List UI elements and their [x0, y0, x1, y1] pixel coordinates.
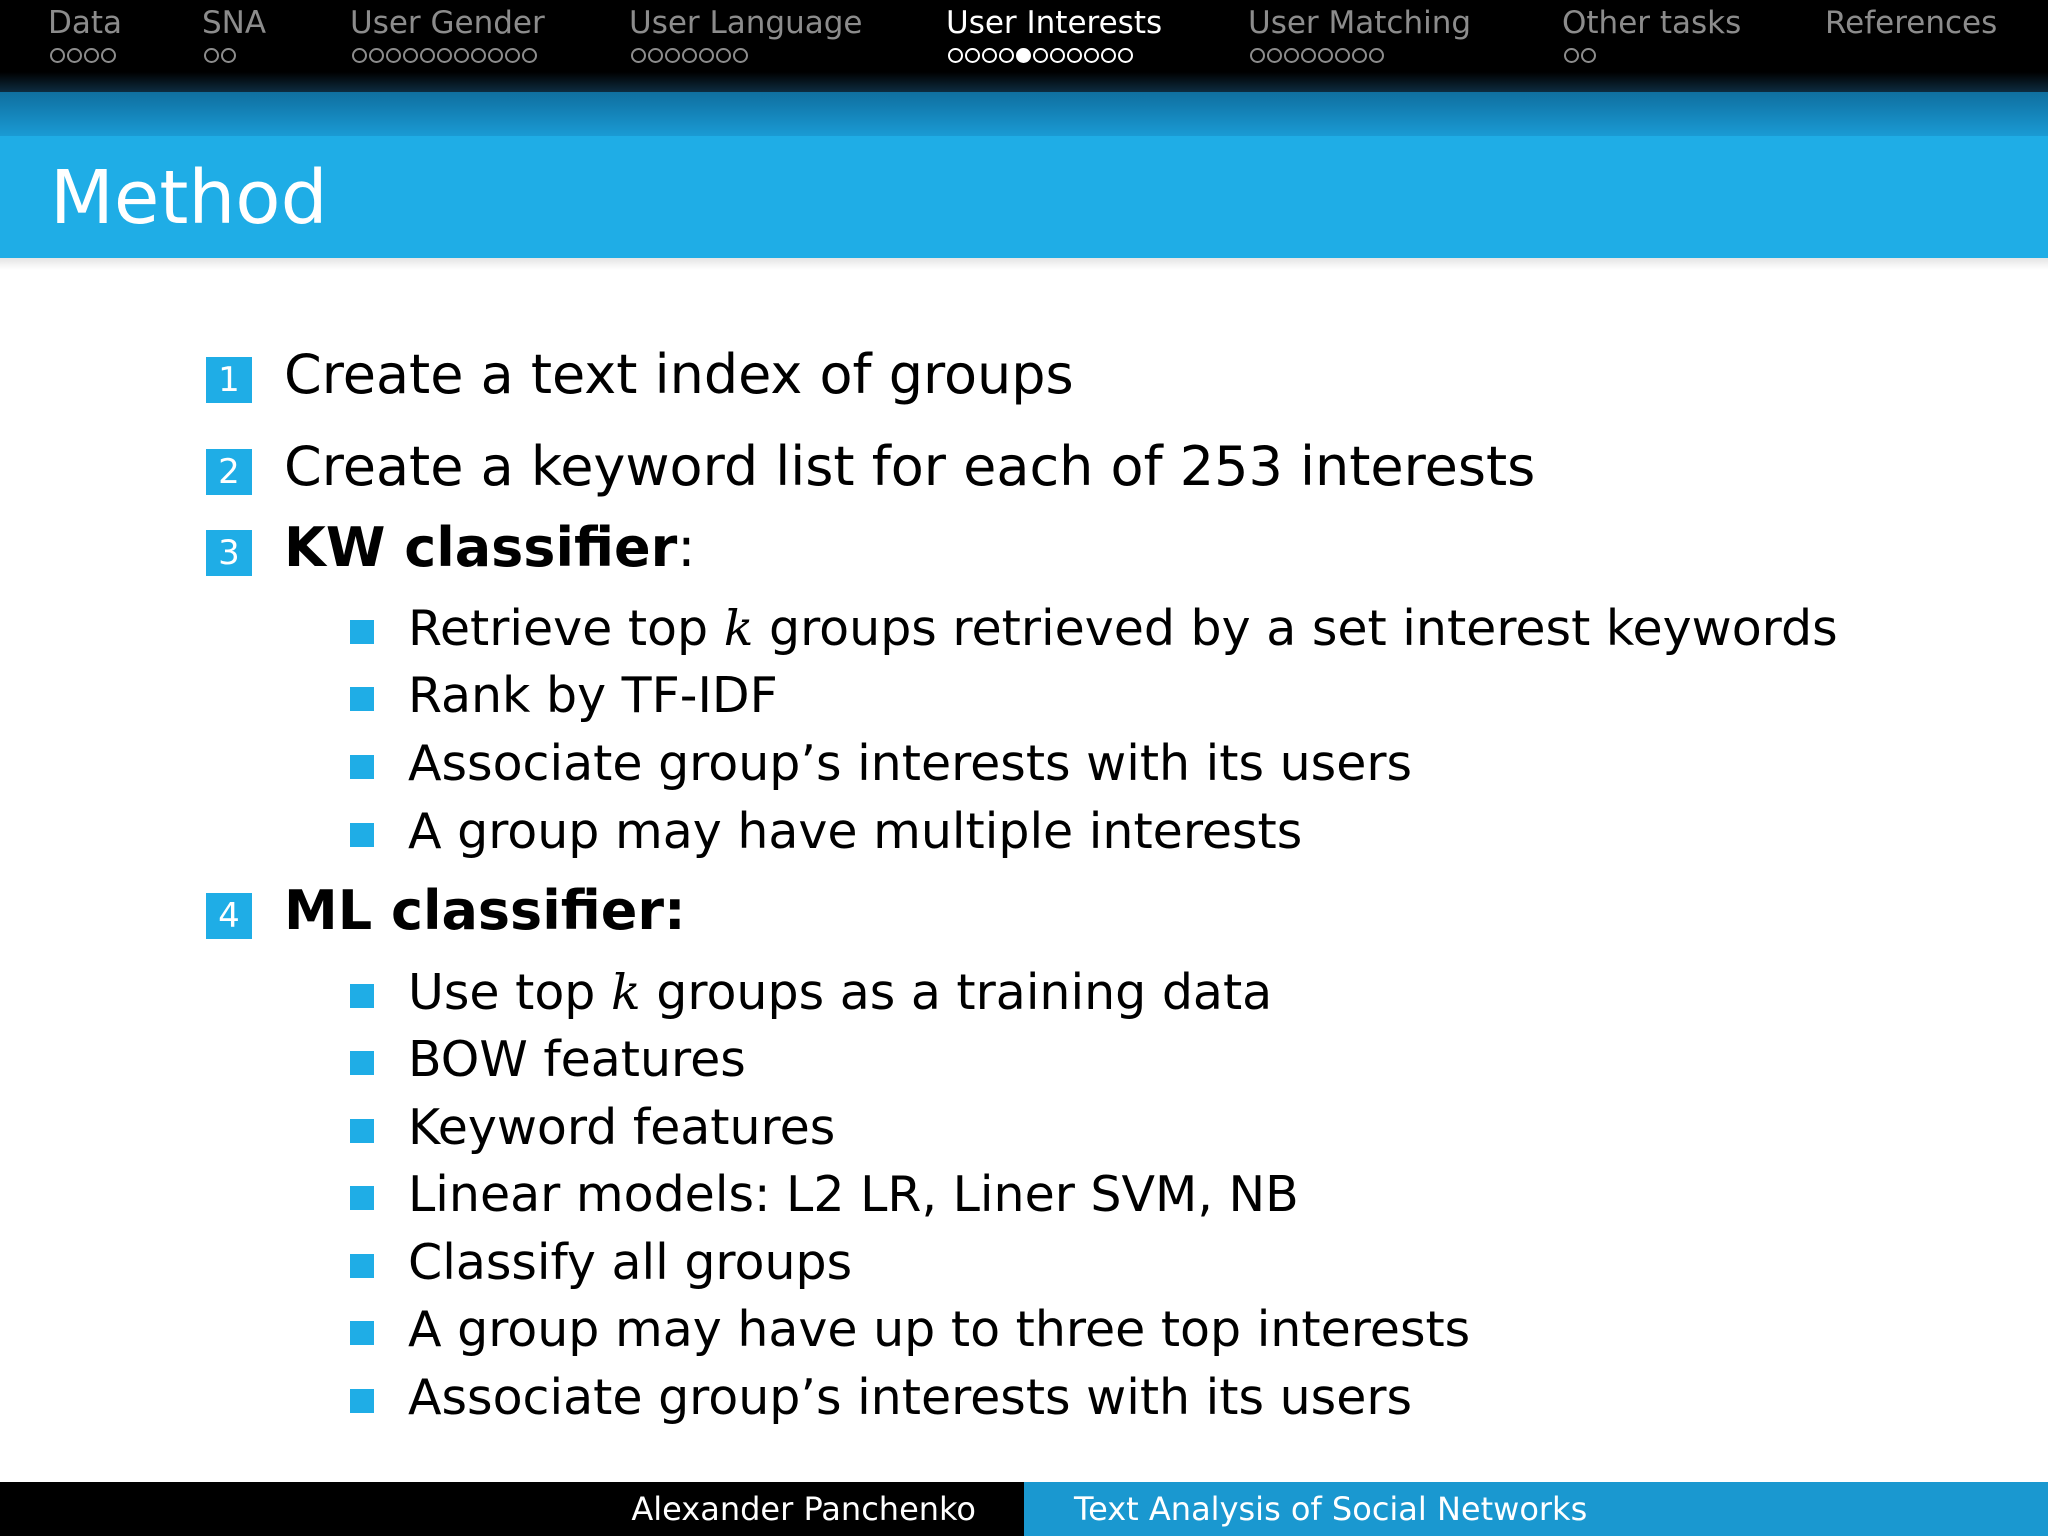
enum-number-box: 3 — [206, 530, 252, 576]
nav-section-label: References — [1825, 5, 1998, 41]
nav-dot[interactable] — [1050, 48, 1065, 63]
nav-dot[interactable] — [1118, 48, 1133, 63]
nav-section-label: Other tasks — [1562, 5, 1742, 41]
nav-section-label: User Language — [629, 5, 863, 41]
nav-section-other-tasks[interactable] — [1562, 2, 1741, 63]
nav-section-references[interactable] — [1825, 2, 1997, 44]
nav-dot[interactable] — [522, 48, 537, 63]
kw-bullet-4 — [350, 801, 1302, 863]
bullet-text-part: Use top — [408, 964, 611, 1021]
bullet-text-part: groups retrieved by a set interest keywords — [753, 600, 1838, 657]
bullet-text — [408, 962, 1272, 1024]
math-k: k — [723, 600, 754, 657]
nav-dot[interactable] — [665, 48, 680, 63]
bullet-square-icon — [350, 823, 374, 847]
nav-progress-dots — [204, 48, 266, 63]
enum-item-1 — [206, 340, 1074, 410]
enum-number-box: 4 — [206, 893, 252, 939]
nav-dot[interactable] — [1352, 48, 1367, 63]
enum-item-text — [284, 513, 695, 583]
kw-classifier-colon: : — [677, 516, 696, 579]
nav-dot[interactable] — [1318, 48, 1333, 63]
enum-number-box: 1 — [206, 357, 252, 403]
nav-dot[interactable] — [1581, 48, 1596, 63]
nav-dot[interactable] — [84, 48, 99, 63]
nav-dot[interactable] — [1267, 48, 1282, 63]
kw-bullet-3 — [350, 733, 1412, 795]
nav-dot[interactable] — [1301, 48, 1316, 63]
bullet-square-icon — [350, 1389, 374, 1413]
nav-dot[interactable] — [1084, 48, 1099, 63]
nav-dot[interactable] — [1335, 48, 1350, 63]
bullet-text — [408, 598, 1838, 660]
kw-classifier-heading: KW classifier — [284, 516, 678, 579]
bullet-text: A group may have multiple interests — [408, 803, 1303, 860]
bullet-text-part: Retrieve top — [408, 600, 724, 657]
enum-item-text: Create a keyword list for each of 253 interests — [284, 435, 1536, 498]
nav-dot[interactable] — [699, 48, 714, 63]
bullet-square-icon — [350, 1119, 374, 1143]
slide-title: Method — [50, 155, 328, 241]
nav-dot[interactable] — [1250, 48, 1265, 63]
nav-dot[interactable] — [101, 48, 116, 63]
bullet-square-icon — [350, 687, 374, 711]
nav-dot-current[interactable] — [1016, 48, 1031, 63]
nav-section-label: User Matching — [1248, 5, 1472, 41]
nav-progress-dots — [948, 48, 1162, 63]
nav-section-user-gender[interactable] — [350, 2, 545, 63]
nav-dot[interactable] — [454, 48, 469, 63]
enum-item-3 — [206, 513, 695, 583]
nav-dot[interactable] — [948, 48, 963, 63]
nav-dot[interactable] — [420, 48, 435, 63]
nav-dot[interactable] — [965, 48, 980, 63]
math-k: k — [611, 964, 641, 1021]
bullet-text: Keyword features — [408, 1099, 836, 1156]
nav-progress-dots — [1564, 48, 1741, 63]
nav-progress-dots — [352, 48, 545, 63]
bullet-square-icon — [350, 620, 374, 644]
bullet-square-icon — [350, 1321, 374, 1345]
nav-dot[interactable] — [1033, 48, 1048, 63]
nav-dot[interactable] — [505, 48, 520, 63]
footer-author: Alexander Panchenko — [0, 1482, 1024, 1536]
bullet-text: A group may have up to three top interests — [408, 1301, 1471, 1358]
nav-dot[interactable] — [221, 48, 236, 63]
enum-item-2 — [206, 432, 1535, 502]
nav-dot[interactable] — [631, 48, 646, 63]
ml-bullet-1 — [350, 962, 1272, 1024]
enum-item-text — [284, 876, 686, 946]
kw-bullet-1 — [350, 598, 1838, 660]
bullet-text: Rank by TF-IDF — [408, 667, 778, 724]
nav-dot[interactable] — [352, 48, 367, 63]
nav-section-user-interests[interactable] — [946, 2, 1162, 63]
ml-bullet-6 — [350, 1299, 1470, 1361]
bullet-text: Associate group’s interests with its users — [408, 735, 1413, 792]
nav-section-user-matching[interactable] — [1248, 2, 1471, 63]
enum-item-text: Create a text index of groups — [284, 343, 1074, 406]
ml-bullet-7 — [350, 1367, 1412, 1429]
kw-bullet-2 — [350, 665, 778, 727]
nav-dot[interactable] — [682, 48, 697, 63]
bullet-text: Classify all groups — [408, 1234, 853, 1291]
nav-dot[interactable] — [50, 48, 65, 63]
bullet-square-icon — [350, 984, 374, 1008]
bullet-square-icon — [350, 1254, 374, 1278]
nav-dot[interactable] — [1369, 48, 1384, 63]
bullet-text: Linear models: L2 LR, Liner SVM, NB — [408, 1166, 1299, 1223]
bullet-square-icon — [350, 1186, 374, 1210]
nav-section-label: Data — [48, 5, 123, 41]
nav-dot[interactable] — [648, 48, 663, 63]
bullet-text: BOW features — [408, 1031, 746, 1088]
ml-classifier-heading: ML classifier: — [284, 879, 686, 942]
nav-progress-dots — [631, 48, 863, 63]
enum-number-box: 2 — [206, 449, 252, 495]
footer-talk-title: Text Analysis of Social Networks — [1024, 1482, 2048, 1536]
nav-dot[interactable] — [204, 48, 219, 63]
ml-bullet-5 — [350, 1232, 852, 1294]
enum-item-4 — [206, 876, 686, 946]
nav-dot[interactable] — [1284, 48, 1299, 63]
ml-bullet-4 — [350, 1164, 1299, 1226]
bullet-text: Associate group’s interests with its users — [408, 1369, 1413, 1426]
nav-section-label: SNA — [202, 5, 267, 41]
nav-dot[interactable] — [437, 48, 452, 63]
nav-dot[interactable] — [733, 48, 748, 63]
nav-section-sna[interactable] — [202, 2, 266, 63]
bullet-square-icon — [350, 755, 374, 779]
nav-dot[interactable] — [67, 48, 82, 63]
nav-section-data[interactable] — [48, 2, 122, 63]
nav-dot[interactable] — [1067, 48, 1082, 63]
nav-dot[interactable] — [471, 48, 486, 63]
bullet-text-part: groups as a training data — [640, 964, 1273, 1021]
nav-dot[interactable] — [716, 48, 731, 63]
bullet-square-icon — [350, 1051, 374, 1075]
title-shadow — [0, 258, 2048, 270]
ml-bullet-2 — [350, 1029, 746, 1091]
nav-dot[interactable] — [386, 48, 401, 63]
nav-dot[interactable] — [982, 48, 997, 63]
header-gradient-band — [0, 92, 2048, 136]
ml-bullet-3 — [350, 1097, 835, 1159]
nav-section-user-language[interactable] — [629, 2, 863, 63]
nav-dot[interactable] — [369, 48, 384, 63]
nav-dot[interactable] — [1101, 48, 1116, 63]
nav-section-label: User Gender — [350, 5, 545, 41]
nav-progress-dots — [1250, 48, 1471, 63]
nav-section-label: User Interests — [946, 5, 1163, 41]
nav-progress-dots — [50, 48, 122, 63]
nav-dot[interactable] — [403, 48, 418, 63]
navigation-bar — [0, 0, 2048, 92]
nav-dot[interactable] — [999, 48, 1014, 63]
nav-dot[interactable] — [1564, 48, 1579, 63]
nav-dot[interactable] — [488, 48, 503, 63]
